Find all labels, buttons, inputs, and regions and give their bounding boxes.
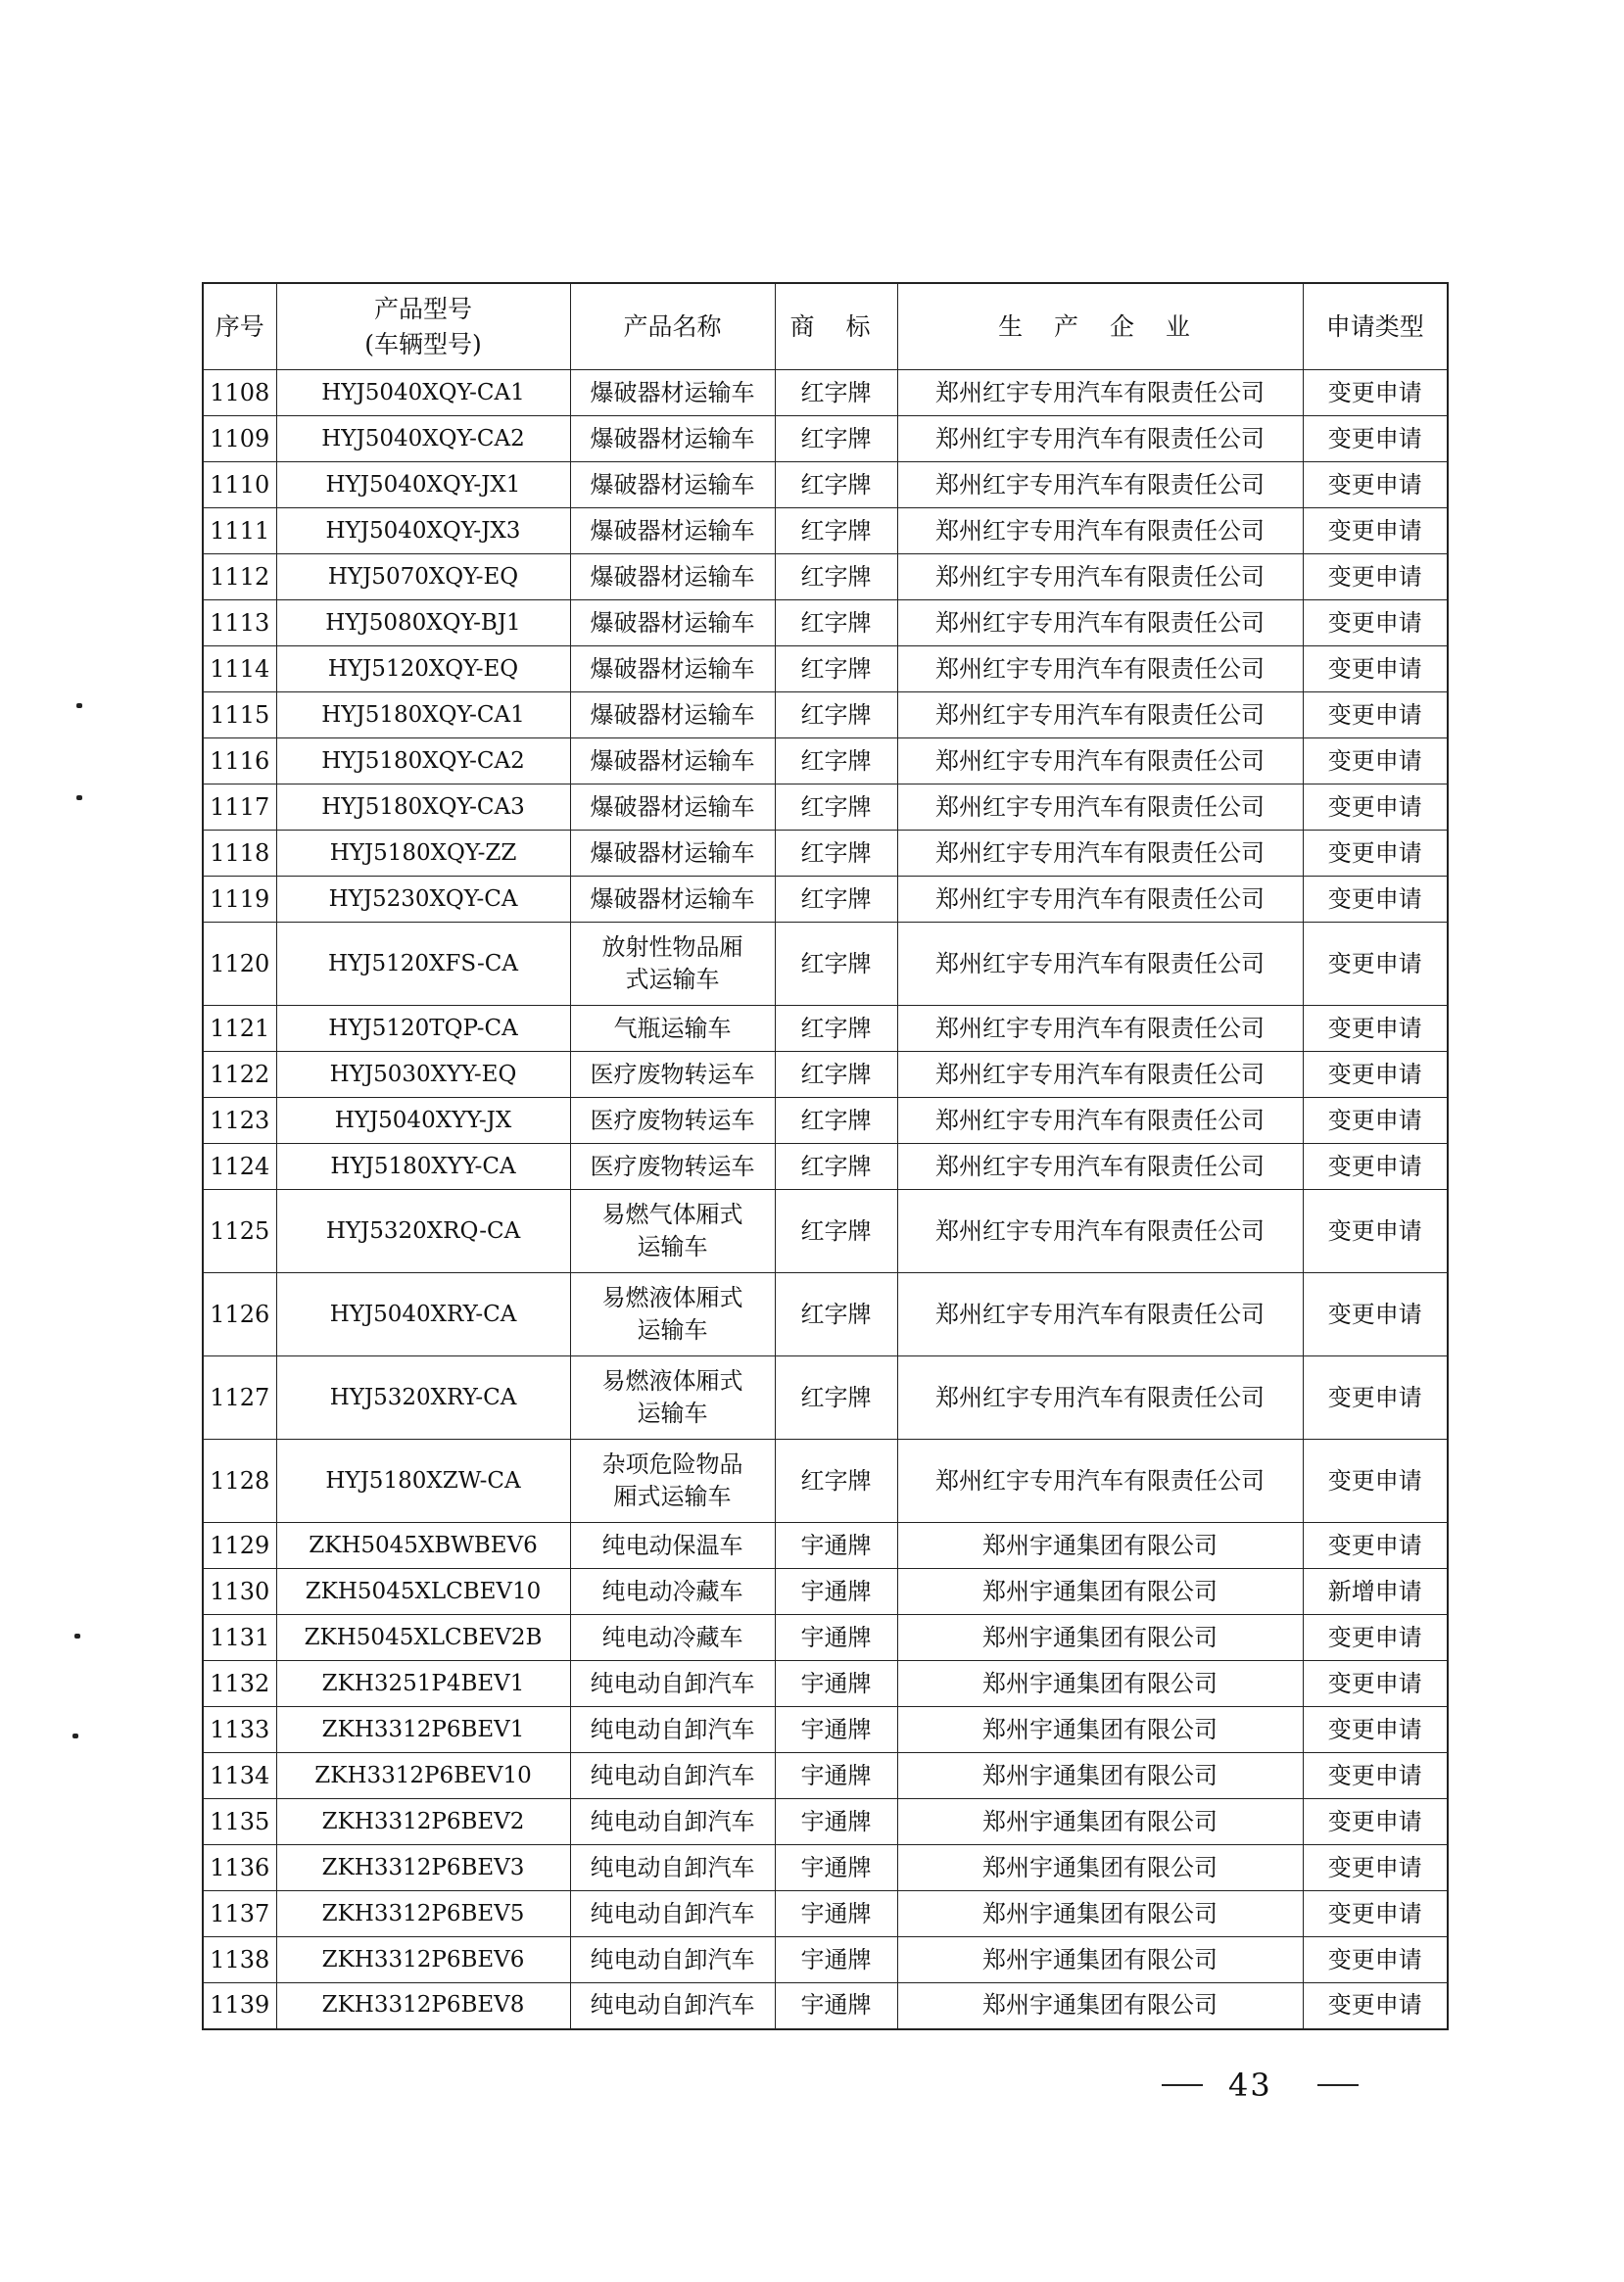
cell-maker: 郑州红宇专用汽车有限责任公司 [897,646,1303,692]
cell-product-name: 爆破器材运输车 [570,646,775,692]
cell-brand: 红字牌 [775,416,897,462]
cell-maker: 郑州红宇专用汽车有限责任公司 [897,784,1303,831]
header-seq: 序号 [203,283,276,370]
table-row [203,738,1448,784]
table-row [203,1144,1448,1190]
cell-application-type: 变更申请 [1303,370,1448,416]
cell-seq: 1114 [203,646,276,692]
cell-model: HYJ5040XRY-CA [276,1273,570,1356]
cell-maker: 郑州红宇专用汽车有限责任公司 [897,1356,1303,1440]
cell-application-type: 变更申请 [1303,1356,1448,1440]
cell-brand: 红字牌 [775,1098,897,1144]
cell-seq: 1139 [203,1983,276,2029]
cell-maker: 郑州红宇专用汽车有限责任公司 [897,877,1303,923]
cell-maker: 郑州红宇专用汽车有限责任公司 [897,692,1303,738]
cell-maker: 郑州宇通集团有限公司 [897,1799,1303,1845]
cell-seq: 1134 [203,1753,276,1799]
page-number: 43 [1228,2067,1272,2104]
table-row [203,1569,1448,1615]
cell-seq: 1112 [203,554,276,600]
table-row [203,600,1448,646]
cell-maker: 郑州红宇专用汽车有限责任公司 [897,462,1303,508]
cell-product-name: 爆破器材运输车 [570,600,775,646]
cell-maker: 郑州宇通集团有限公司 [897,1615,1303,1661]
cell-maker: 郑州宇通集团有限公司 [897,1753,1303,1799]
cell-application-type: 变更申请 [1303,1615,1448,1661]
cell-seq: 1125 [203,1190,276,1273]
cell-model: ZKH3312P6BEV1 [276,1707,570,1753]
table-row [203,646,1448,692]
cell-maker: 郑州宇通集团有限公司 [897,1891,1303,1937]
table-row [203,554,1448,600]
cell-model: HYJ5120XQY-EQ [276,646,570,692]
cell-product-name: 放射性物品厢式运输车 [570,923,775,1006]
cell-brand: 红字牌 [775,646,897,692]
cell-model: ZKH5045XLCBEV10 [276,1569,570,1615]
cell-application-type: 变更申请 [1303,646,1448,692]
cell-product-name: 纯电动自卸汽车 [570,1937,775,1983]
cell-seq: 1120 [203,923,276,1006]
cell-application-type: 变更申请 [1303,1098,1448,1144]
cell-model: HYJ5030XYY-EQ [276,1052,570,1098]
cell-brand: 红字牌 [775,370,897,416]
cell-product-name: 爆破器材运输车 [570,554,775,600]
cell-product-name: 爆破器材运输车 [570,462,775,508]
scan-mark [72,1734,78,1738]
cell-brand: 宇通牌 [775,1799,897,1845]
cell-product-name: 爆破器材运输车 [570,738,775,784]
cell-model: HYJ5040XQY-JX3 [276,508,570,554]
cell-maker: 郑州宇通集团有限公司 [897,1937,1303,1983]
cell-product-name: 纯电动冷藏车 [570,1615,775,1661]
cell-product-name: 医疗废物转运车 [570,1098,775,1144]
cell-seq: 1132 [203,1661,276,1707]
cell-maker: 郑州红宇专用汽车有限责任公司 [897,1190,1303,1273]
table-row [203,1052,1448,1098]
cell-application-type: 变更申请 [1303,1144,1448,1190]
cell-brand: 红字牌 [775,1006,897,1052]
cell-application-type: 变更申请 [1303,1440,1448,1523]
cell-model: HYJ5180XQY-CA1 [276,692,570,738]
page-dash-right [1317,2084,1359,2086]
cell-maker: 郑州红宇专用汽车有限责任公司 [897,923,1303,1006]
scan-mark [76,703,82,708]
cell-maker: 郑州宇通集团有限公司 [897,1983,1303,2029]
cell-product-name: 纯电动自卸汽车 [570,1983,775,2029]
cell-brand: 红字牌 [775,462,897,508]
cell-product-name: 爆破器材运输车 [570,370,775,416]
cell-maker: 郑州宇通集团有限公司 [897,1707,1303,1753]
table-row [203,1937,1448,1983]
cell-seq: 1129 [203,1523,276,1569]
cell-brand: 红字牌 [775,1356,897,1440]
cell-model: HYJ5040XYY-JX [276,1098,570,1144]
header-name: 产品名称 [570,283,775,370]
cell-application-type: 变更申请 [1303,416,1448,462]
header-model [276,283,570,370]
cell-maker: 郑州红宇专用汽车有限责任公司 [897,508,1303,554]
cell-product-name: 气瓶运输车 [570,1006,775,1052]
header-model-line1: 产品型号 [373,294,472,323]
table-row [203,1356,1448,1440]
cell-brand: 红字牌 [775,554,897,600]
cell-seq: 1133 [203,1707,276,1753]
cell-seq: 1138 [203,1937,276,1983]
cell-model: HYJ5180XQY-CA2 [276,738,570,784]
header-brand: 商 标 [775,283,897,370]
cell-seq: 1122 [203,1052,276,1098]
cell-model: ZKH3312P6BEV5 [276,1891,570,1937]
cell-brand: 宇通牌 [775,1845,897,1891]
cell-model: HYJ5180XYY-CA [276,1144,570,1190]
cell-application-type: 变更申请 [1303,1523,1448,1569]
cell-product-name: 纯电动自卸汽车 [570,1661,775,1707]
cell-seq: 1108 [203,370,276,416]
cell-brand: 宇通牌 [775,1937,897,1983]
cell-model: HYJ5120TQP-CA [276,1006,570,1052]
cell-model: HYJ5180XQY-ZZ [276,831,570,877]
cell-model: ZKH5045XBWBEV6 [276,1523,570,1569]
cell-brand: 红字牌 [775,877,897,923]
cell-brand: 宇通牌 [775,1661,897,1707]
table-row [203,1845,1448,1891]
cell-product-name: 易燃液体厢式运输车 [570,1273,775,1356]
cell-application-type: 变更申请 [1303,831,1448,877]
cell-seq: 1123 [203,1098,276,1144]
cell-application-type: 变更申请 [1303,1799,1448,1845]
cell-maker: 郑州红宇专用汽车有限责任公司 [897,600,1303,646]
cell-application-type: 变更申请 [1303,508,1448,554]
table-row [203,416,1448,462]
cell-model: HYJ5180XQY-CA3 [276,784,570,831]
cell-application-type: 变更申请 [1303,1661,1448,1707]
cell-application-type: 变更申请 [1303,1983,1448,2029]
cell-product-name: 爆破器材运输车 [570,831,775,877]
cell-application-type: 变更申请 [1303,1190,1448,1273]
cell-brand: 红字牌 [775,1144,897,1190]
cell-application-type: 变更申请 [1303,1006,1448,1052]
cell-model: HYJ5040XQY-CA2 [276,416,570,462]
cell-application-type: 变更申请 [1303,554,1448,600]
cell-application-type: 变更申请 [1303,600,1448,646]
cell-seq: 1117 [203,784,276,831]
cell-seq: 1135 [203,1799,276,1845]
cell-product-name: 爆破器材运输车 [570,784,775,831]
table-body [203,370,1448,2029]
cell-maker: 郑州宇通集团有限公司 [897,1569,1303,1615]
cell-product-name: 纯电动自卸汽车 [570,1891,775,1937]
cell-model: HYJ5040XQY-JX1 [276,462,570,508]
cell-application-type: 变更申请 [1303,784,1448,831]
cell-maker: 郑州红宇专用汽车有限责任公司 [897,416,1303,462]
cell-brand: 红字牌 [775,738,897,784]
table-row [203,1983,1448,2029]
cell-seq: 1128 [203,1440,276,1523]
table-row [203,1440,1448,1523]
cell-brand: 宇通牌 [775,1891,897,1937]
cell-application-type: 变更申请 [1303,462,1448,508]
table-row [203,1523,1448,1569]
cell-application-type: 变更申请 [1303,1753,1448,1799]
cell-model: ZKH3312P6BEV10 [276,1753,570,1799]
header-type: 申请类型 [1303,283,1448,370]
cell-maker: 郑州红宇专用汽车有限责任公司 [897,370,1303,416]
cell-application-type: 变更申请 [1303,692,1448,738]
cell-model: HYJ5320XRY-CA [276,1356,570,1440]
cell-model: HYJ5320XRQ-CA [276,1190,570,1273]
cell-maker: 郑州红宇专用汽车有限责任公司 [897,1440,1303,1523]
cell-brand: 红字牌 [775,923,897,1006]
cell-brand: 红字牌 [775,1440,897,1523]
table-row [203,877,1448,923]
cell-seq: 1126 [203,1273,276,1356]
table-row [203,1615,1448,1661]
cell-seq: 1136 [203,1845,276,1891]
cell-seq: 1113 [203,600,276,646]
cell-brand: 红字牌 [775,692,897,738]
cell-product-name: 易燃气体厢式运输车 [570,1190,775,1273]
scan-mark [74,1634,80,1639]
header-maker: 生 产 企 业 [897,283,1303,370]
cell-application-type: 新增申请 [1303,1569,1448,1615]
cell-seq: 1121 [203,1006,276,1052]
table-row [203,508,1448,554]
cell-maker: 郑州红宇专用汽车有限责任公司 [897,1273,1303,1356]
table-row [203,1707,1448,1753]
cell-seq: 1109 [203,416,276,462]
cell-seq: 1115 [203,692,276,738]
cell-brand: 红字牌 [775,1273,897,1356]
cell-seq: 1116 [203,738,276,784]
cell-maker: 郑州红宇专用汽车有限责任公司 [897,1006,1303,1052]
table-row [203,831,1448,877]
cell-product-name: 纯电动自卸汽车 [570,1707,775,1753]
table-row [203,1273,1448,1356]
table-row [203,923,1448,1006]
cell-seq: 1118 [203,831,276,877]
cell-product-name: 爆破器材运输车 [570,877,775,923]
scan-mark [76,795,82,800]
cell-maker: 郑州红宇专用汽车有限责任公司 [897,1098,1303,1144]
cell-brand: 宇通牌 [775,1753,897,1799]
cell-seq: 1124 [203,1144,276,1190]
cell-brand: 宇通牌 [775,1523,897,1569]
cell-seq: 1111 [203,508,276,554]
cell-product-name: 杂项危险物品厢式运输车 [570,1440,775,1523]
cell-model: HYJ5180XZW-CA [276,1440,570,1523]
cell-maker: 郑州红宇专用汽车有限责任公司 [897,831,1303,877]
cell-brand: 宇通牌 [775,1569,897,1615]
cell-seq: 1131 [203,1615,276,1661]
cell-brand: 红字牌 [775,784,897,831]
table-row [203,1006,1448,1052]
cell-application-type: 变更申请 [1303,1707,1448,1753]
cell-product-name: 爆破器材运输车 [570,692,775,738]
cell-product-name: 纯电动冷藏车 [570,1569,775,1615]
page-dash-left [1162,2084,1203,2086]
cell-seq: 1110 [203,462,276,508]
cell-brand: 宇通牌 [775,1615,897,1661]
cell-brand: 红字牌 [775,1190,897,1273]
cell-brand: 宇通牌 [775,1707,897,1753]
cell-product-name: 纯电动自卸汽车 [570,1753,775,1799]
table-row [203,784,1448,831]
table-row [203,462,1448,508]
cell-maker: 郑州宇通集团有限公司 [897,1845,1303,1891]
cell-product-name: 易燃液体厢式运输车 [570,1356,775,1440]
cell-model: HYJ5040XQY-CA1 [276,370,570,416]
cell-maker: 郑州宇通集团有限公司 [897,1523,1303,1569]
cell-brand: 红字牌 [775,1052,897,1098]
cell-seq: 1127 [203,1356,276,1440]
cell-brand: 红字牌 [775,831,897,877]
cell-product-name: 纯电动自卸汽车 [570,1845,775,1891]
cell-application-type: 变更申请 [1303,923,1448,1006]
cell-product-name: 医疗废物转运车 [570,1052,775,1098]
cell-model: ZKH5045XLCBEV2B [276,1615,570,1661]
cell-application-type: 变更申请 [1303,1845,1448,1891]
cell-maker: 郑州红宇专用汽车有限责任公司 [897,1144,1303,1190]
cell-product-name: 爆破器材运输车 [570,416,775,462]
cell-model: ZKH3312P6BEV2 [276,1799,570,1845]
cell-brand: 宇通牌 [775,1983,897,2029]
cell-application-type: 变更申请 [1303,1273,1448,1356]
cell-product-name: 纯电动保温车 [570,1523,775,1569]
cell-application-type: 变更申请 [1303,1891,1448,1937]
cell-seq: 1130 [203,1569,276,1615]
table-row [203,1753,1448,1799]
cell-seq: 1137 [203,1891,276,1937]
cell-brand: 红字牌 [775,600,897,646]
table-row [203,1190,1448,1273]
table-header-row [203,283,1448,370]
cell-application-type: 变更申请 [1303,738,1448,784]
header-model-line2: (车辆型号) [364,329,482,358]
cell-brand: 红字牌 [775,508,897,554]
vehicle-catalog-table [202,282,1449,2030]
cell-maker: 郑州红宇专用汽车有限责任公司 [897,1052,1303,1098]
table-row [203,1799,1448,1845]
cell-application-type: 变更申请 [1303,877,1448,923]
table-row [203,1661,1448,1707]
table-row [203,1098,1448,1144]
cell-product-name: 纯电动自卸汽车 [570,1799,775,1845]
table-row [203,1891,1448,1937]
cell-model: ZKH3312P6BEV3 [276,1845,570,1891]
cell-application-type: 变更申请 [1303,1052,1448,1098]
cell-model: HYJ5230XQY-CA [276,877,570,923]
cell-seq: 1119 [203,877,276,923]
cell-model: HYJ5070XQY-EQ [276,554,570,600]
table-row [203,692,1448,738]
cell-application-type: 变更申请 [1303,1937,1448,1983]
cell-model: HYJ5080XQY-BJ1 [276,600,570,646]
cell-maker: 郑州红宇专用汽车有限责任公司 [897,738,1303,784]
cell-product-name: 爆破器材运输车 [570,508,775,554]
table-row [203,370,1448,416]
cell-model: ZKH3312P6BEV8 [276,1983,570,2029]
cell-model: HYJ5120XFS-CA [276,923,570,1006]
cell-maker: 郑州宇通集团有限公司 [897,1661,1303,1707]
cell-maker: 郑州红宇专用汽车有限责任公司 [897,554,1303,600]
cell-model: ZKH3312P6BEV6 [276,1937,570,1983]
cell-product-name: 医疗废物转运车 [570,1144,775,1190]
cell-model: ZKH3251P4BEV1 [276,1661,570,1707]
